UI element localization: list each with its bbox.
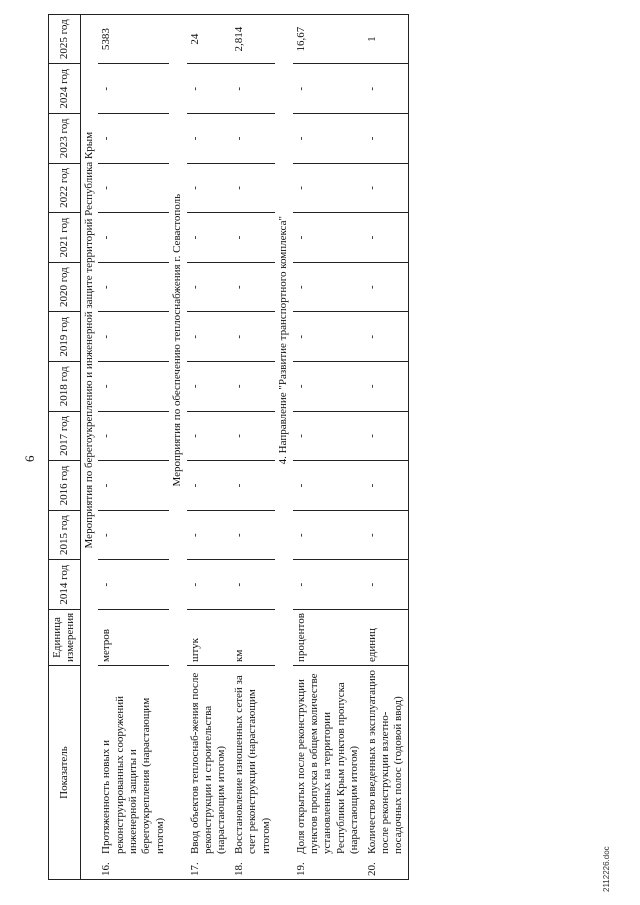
value-cell: - [98,461,169,511]
section-row [169,14,186,879]
table-row [187,14,231,879]
value-cell: - [364,163,409,213]
value-cell: - [187,213,231,263]
header-indicator: Показатель [49,666,81,880]
value-cell: - [98,114,169,164]
indicator-name: Протяженность новых и реконструированных сооружений инженерной защиты и берегоукрепления (нарастающим итогом) [100,695,166,854]
header-unit: Единица измерения [49,610,81,666]
value-cell: - [98,312,169,362]
value-cell: 24 [187,14,231,64]
value-cell: - [364,411,409,461]
header-year: 2016 год [49,461,81,511]
section-title: 4. Направление "Развитие транспортного комплекса" [275,14,292,665]
value-cell: - [231,362,275,412]
value-cell: - [364,114,409,164]
value-cell: - [293,411,364,461]
indicators-table [48,14,409,880]
value-cell: - [98,560,169,610]
value-cell: - [187,510,231,560]
value-cell: - [293,213,364,263]
value-cell: - [231,64,275,114]
indicator-name: Количество введенных в эксплуатацию после реконструкции взлетно-посадочных полос (годовой ввод) [365,670,405,854]
indicator-name: Ввод объектов теплоснаб-жения после реконструкции и строительства (нарастающим итогом) [188,672,228,854]
row-number: 17. [188,862,201,876]
value-cell: - [293,163,364,213]
value-cell: - [364,362,409,412]
value-cell: - [231,114,275,164]
value-cell: 5383 [98,14,169,64]
section-row [80,14,98,879]
header-year: 2020 год [49,262,81,312]
value-cell: - [231,312,275,362]
value-cell: - [98,64,169,114]
indicator-name: Доля открытых после реконструкции пунктов пропуска в общем количестве установленных на территории Республики Крым пунктов пропуска (нарастающим итогом) [294,673,361,854]
document-code: 2112226.doc [602,846,611,892]
value-cell: - [98,362,169,412]
value-cell: - [187,262,231,312]
header-year: 2023 год [49,114,81,164]
value-cell: - [293,510,364,560]
value-cell: - [293,362,364,412]
section-row [275,14,292,879]
value-cell: - [364,510,409,560]
value-cell: - [98,213,169,263]
value-cell: - [187,461,231,511]
value-cell: - [187,362,231,412]
header-year: 2017 год [49,411,81,461]
section-title: Мероприятия по обеспечению теплоснабжения г. Севастополь [169,14,186,665]
value-cell: - [293,114,364,164]
table-row [231,14,275,879]
value-cell: - [231,411,275,461]
value-cell: - [187,114,231,164]
value-cell: 1 [364,14,409,64]
indicator-cell [187,666,231,880]
indicator-cell [98,666,169,880]
row-number: 18. [232,862,245,876]
header-row [49,14,81,879]
value-cell: - [293,64,364,114]
value-cell: - [231,163,275,213]
value-cell: - [293,312,364,362]
value-cell: - [364,262,409,312]
value-cell: - [187,163,231,213]
value-cell: - [187,312,231,362]
value-cell: 16,67 [293,14,364,64]
value-cell: - [364,213,409,263]
value-cell: - [364,560,409,610]
section-title: Мероприятия по берегоукреплению и инженерной защите территорий Республика Крым [80,14,98,665]
value-cell: - [231,461,275,511]
value-cell: - [98,262,169,312]
unit-cell: процентов [293,610,364,666]
unit-cell: единиц [364,610,409,666]
value-cell: - [364,461,409,511]
value-cell: - [364,64,409,114]
unit-cell: метров [98,610,169,666]
header-year: 2024 год [49,64,81,114]
header-year: 2014 год [49,560,81,610]
header-year: 2015 год [49,510,81,560]
value-cell: - [293,262,364,312]
row-number: 20. [365,862,378,876]
row-number: 16. [100,862,113,876]
value-cell: - [231,213,275,263]
value-cell: - [187,411,231,461]
indicator-name: Восстановление изношенных сетей за счет реконструкции (нарастающим итогом) [232,675,272,854]
indicator-cell [293,666,364,880]
header-year: 2022 год [49,163,81,213]
value-cell: - [231,262,275,312]
rotated-sheet [20,12,620,892]
unit-cell: штук [187,610,231,666]
value-cell: - [98,510,169,560]
header-year: 2019 год [49,312,81,362]
value-cell: - [231,510,275,560]
table-row [293,14,364,879]
value-cell: - [187,560,231,610]
table-row [364,14,409,879]
header-year: 2018 год [49,362,81,412]
header-year: 2025 год [49,14,81,64]
value-cell: - [231,560,275,610]
value-cell: 2,814 [231,14,275,64]
value-cell: - [98,163,169,213]
table-row [98,14,169,879]
indicator-cell [231,666,275,880]
header-year: 2021 год [49,213,81,263]
value-cell: - [187,64,231,114]
value-cell: - [293,560,364,610]
indicator-cell [364,666,409,880]
unit-cell: км [231,610,275,666]
page-number: 6 [22,455,37,462]
value-cell: - [293,461,364,511]
value-cell: - [364,312,409,362]
value-cell: - [98,411,169,461]
row-number: 19. [294,862,307,876]
